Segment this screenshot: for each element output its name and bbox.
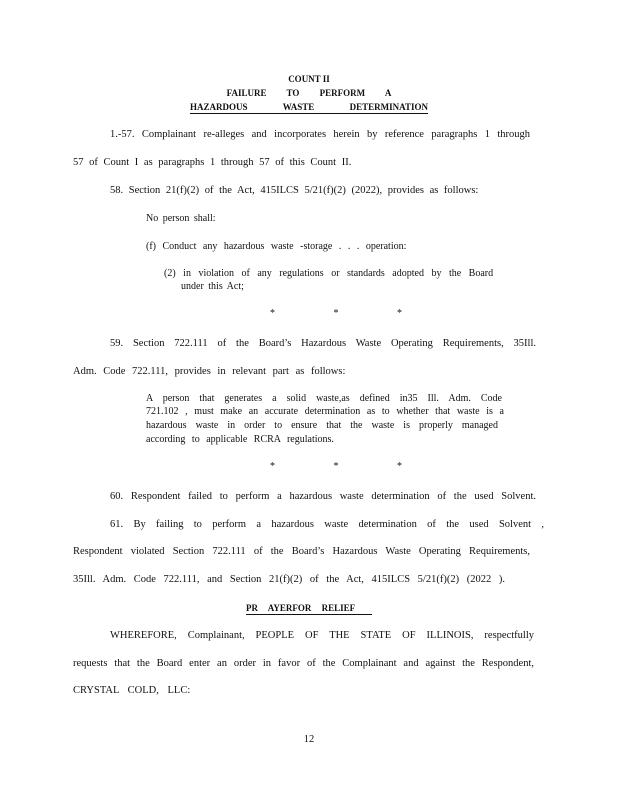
count-subheading-2: HAZARDOUS WASTE DETERMINATION <box>190 102 428 112</box>
quote-59-3: hazardous waste in order to ensure that the waste is properly managed <box>146 420 498 431</box>
quote-58-c2: under this Act; <box>181 281 244 292</box>
quote-59-2: 721.102 , must make an accurate determination as to whether that waste is a <box>146 406 504 417</box>
paragraph-60: 60. Respondent failed to perform a hazardous waste determination of the used Solvent. <box>110 491 536 502</box>
section-break-stars-2: * * * <box>270 461 430 472</box>
paragraph-61-line3: 35Ill. Adm. Code 722.111, and Section 21(f)(2) of the Act, 415ILCS 5/21(f)(2) (2022 ). <box>73 574 505 585</box>
prayer-line3: CRYSTAL COLD, LLC: <box>73 685 191 696</box>
heading-underline <box>190 113 428 114</box>
quote-59-4: according to applicable RCRA regulations. <box>146 434 334 445</box>
paragraph-59-line1: 59. Section 722.111 of the Board’s Hazardous Waste Operating Requirements, 35Ill. <box>110 338 536 349</box>
prayer-line2: requests that the Board enter an order in favor of the Complainant and against the Respondent, <box>73 658 534 669</box>
paragraph-61-line2: Respondent violated Section 722.111 of the Board’s Hazardous Waste Operating Requirements, <box>73 546 530 557</box>
section-break-stars: * * * <box>270 308 430 319</box>
paragraph-59-line2: Adm. Code 722.111, provides in relevant part as follows: <box>73 366 346 377</box>
prayer-line1: WHEREFORE, Complainant, PEOPLE OF THE STATE OF ILLINOIS, respectfully <box>110 630 534 641</box>
quote-58-c1: (2) in violation of any regulations or standards adopted by the Board <box>164 268 494 279</box>
prayer-heading-underline <box>246 614 372 615</box>
paragraph-58: 58. Section 21(f)(2) of the Act, 415ILCS 5/21(f)(2) (2022), provides as follows: <box>110 185 479 196</box>
paragraph-1-57-line1: 1.-57. Complainant re-alleges and incorporates herein by reference paragraphs 1 through <box>110 129 530 140</box>
quote-58-a: No person shall: <box>146 213 216 224</box>
paragraph-1-57-line2: 57 of Count I as paragraphs 1 through 57 of this Count II. <box>73 157 352 168</box>
paragraph-61-line1: 61. By failing to perform a hazardous waste determination of the used Solvent , <box>110 519 544 530</box>
page-number: 12 <box>303 734 315 745</box>
quote-58-b: (f) Conduct any hazardous waste -storage . . . operation: <box>146 241 407 252</box>
count-subheading: FAILURE TO PERFORM A <box>226 88 392 98</box>
prayer-heading: PR AYERFOR RELIEF <box>246 603 356 613</box>
count-heading: COUNT II <box>288 74 330 84</box>
quote-59-1: A person that generates a solid waste,as defined in35 Ill. Adm. Code <box>146 393 502 404</box>
